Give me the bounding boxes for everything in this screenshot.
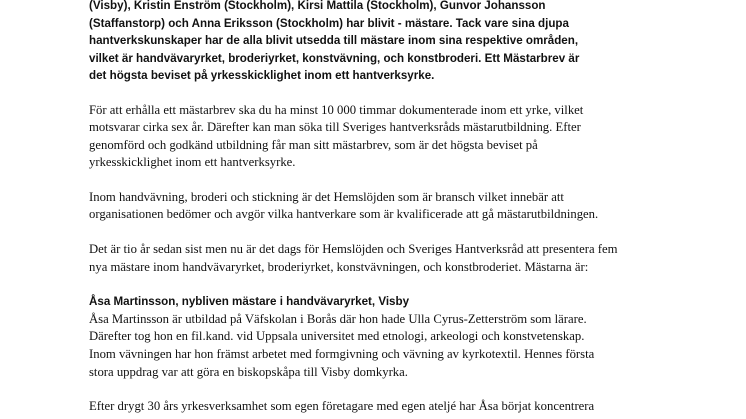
paragraph-announcement [89, 241, 649, 276]
body-line: Inom vävningen har hon främst arbetet med formgivning och vävning av kyrkotextil. Hennes första [89, 346, 595, 361]
body-line: motsvarar cirka sex år. Därefter kan man söka till Sveriges hantverksråds mästarutbildning. Efter [89, 120, 581, 135]
lead-paragraph [89, 0, 649, 85]
body-line: genomförd och godkänd utbildning får man sitt mästarbrev, som är det högsta beviset på [89, 137, 538, 152]
paragraph-requirements [89, 102, 649, 172]
section-heading: Åsa Martinsson, nybliven mästare i handvävaryrket, Visby [89, 295, 410, 309]
lead-line: det högsta beviset på yrkesskicklighet inom ett hantverksyrke. [89, 69, 435, 82]
paragraph-hemslojden [89, 189, 649, 224]
body-line: Efter drygt 30 års yrkesverksamhet som egen företagare med egen ateljé har Åsa börjat koncentrera [89, 399, 595, 414]
body-line: organisationen bedömer och avgör vilka hantverkare som är kvalificerade att gå mästarutbildningen. [89, 207, 599, 222]
lead-line: vilket är handvävaryrket, broderiyrket, konstvävning, och konstbroderi. Ett Mästarbrev är [89, 51, 580, 65]
paragraph-asa-bio [89, 311, 649, 381]
lead-line: (Staffanstorp) och Anna Eriksson (Stockholm) har blivit - mästare. Tack vare sina djupa [89, 16, 569, 30]
body-line: Det är tio år sedan sist men nu är det dags för Hemslöjden och Sveriges Hantverksråd att presentera fem [89, 242, 618, 257]
body-line: yrkesskicklighet inom ett hantverksyrke. [89, 155, 296, 170]
body-line: Åsa Martinsson är utbildad på Väfskolan i Borås där hon hade Ulla Cyrus-Zetterström som lärare. [89, 311, 587, 326]
body-line: För att erhålla ett mästarbrev ska du ha minst 10 000 timmar dokumenterade inom ett yrke, vilket [89, 102, 584, 117]
body-line: Därefter tog hon en fil.kand. vid Uppsala universitet med etnologi, arkeologi och konstvetenskap. [89, 329, 585, 344]
body-line: stora uppdrag var att göra en biskopskåpa till Visby domkyrka. [89, 364, 408, 379]
document-page [89, 0, 649, 416]
lead-line: hantverkskunskaper har de alla blivit utsedda till mästare inom sina respektive områden, [89, 34, 579, 47]
paragraph-asa-career [89, 398, 649, 416]
body-line: Inom handvävning, broderi och stickning är det Hemslöjden som är bransch vilket innebär att [89, 189, 564, 204]
lead-line: (Visby), Kristin Enström (Stockholm), Kirsi Mattila (Stockholm), Gunvor Johansson [89, 0, 546, 12]
body-line: nya mästare inom handvävaryrket, broderiyrket, konstvävningen, och konstbroderiet. Mästarna är: [89, 259, 589, 274]
